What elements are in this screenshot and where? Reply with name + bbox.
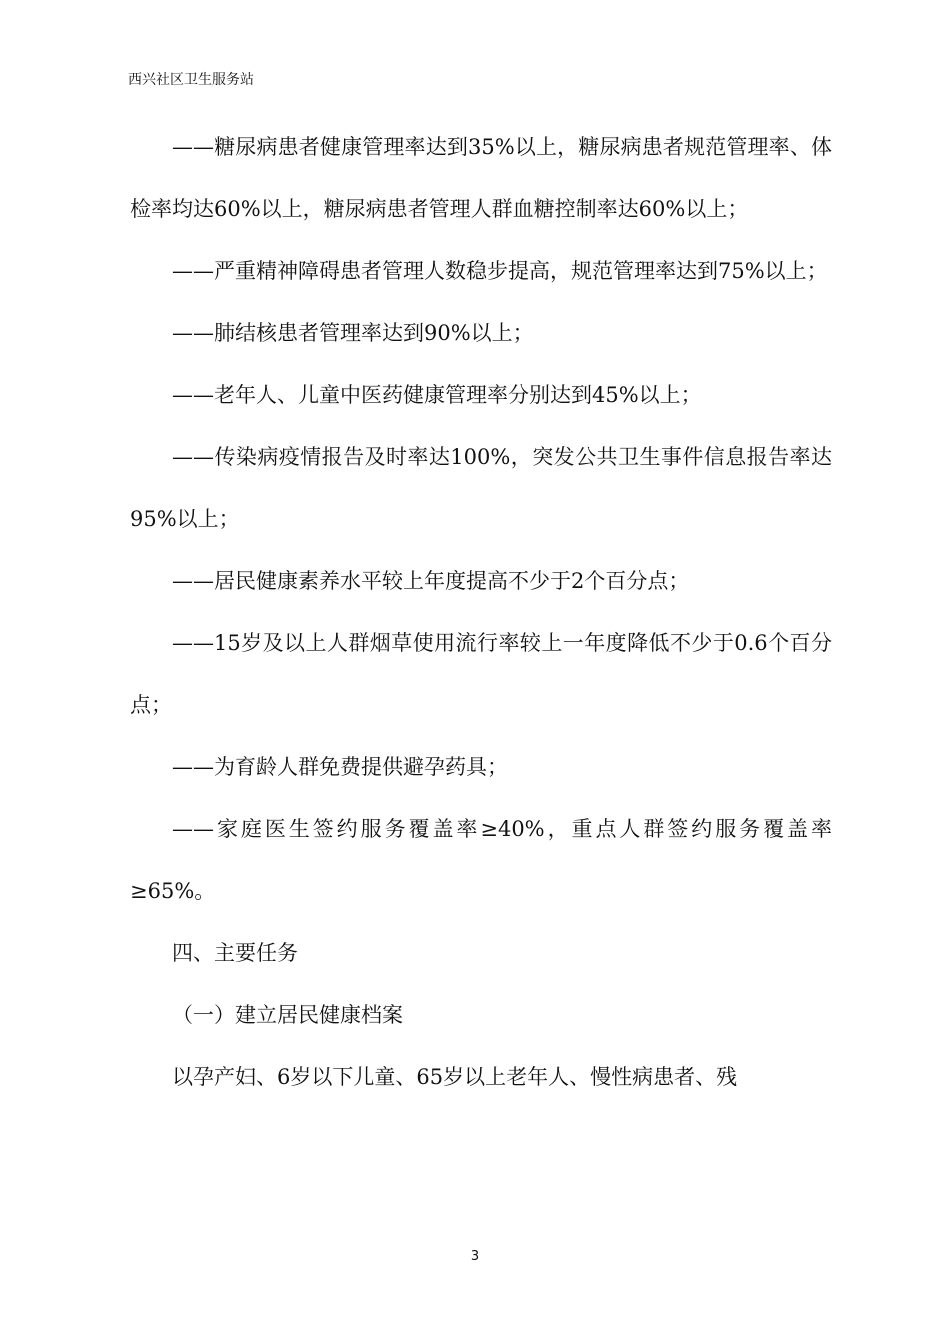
paragraph-health-literacy: ——居民健康素养水平较上年度提高不少于2个百分点； <box>172 569 690 593</box>
document-body <box>130 116 832 1108</box>
paragraph-mental-disorder-management: ——严重精神障碍患者管理人数稳步提高，规范管理率达到75%以上； <box>172 259 828 283</box>
paragraph-diabetes-management: ——糖尿病患者健康管理率达到35%以上，糖尿病患者规范管理率、体检率均达60%以上，糖尿病患者管理人群血糖控制率达60%以上； <box>130 135 832 221</box>
subsection-heading-health-records: （一）建立居民健康档案 <box>172 1003 403 1027</box>
section-heading-main-tasks: 四、主要任务 <box>172 941 298 965</box>
paragraph-tcm-health-management: ——老年人、儿童中医药健康管理率分别达到45%以上； <box>172 383 702 407</box>
paragraph-family-doctor-coverage: ——家庭医生签约服务覆盖率≥40%，重点人群签约服务覆盖率≥65%。 <box>130 817 832 903</box>
paragraph-infectious-disease-reporting: ——传染病疫情报告及时率达100%，突发公共卫生事件信息报告率达95%以上； <box>130 445 832 531</box>
paragraph-health-records-target-groups: 以孕产妇、6岁以下儿童、65岁以上老年人、慢性病患者、残 <box>172 1065 738 1089</box>
page-number: 3 <box>470 1249 480 1264</box>
paragraph-tuberculosis-management: ——肺结核患者管理率达到90%以上； <box>172 321 534 345</box>
running-header: 西兴社区卫生服务站 <box>128 72 254 88</box>
paragraph-contraceptives: ——为育龄人群免费提供避孕药具； <box>172 755 508 779</box>
paragraph-tobacco-use: ——15岁及以上人群烟草使用流行率较上一年度降低不少于0.6个百分点； <box>130 631 832 717</box>
